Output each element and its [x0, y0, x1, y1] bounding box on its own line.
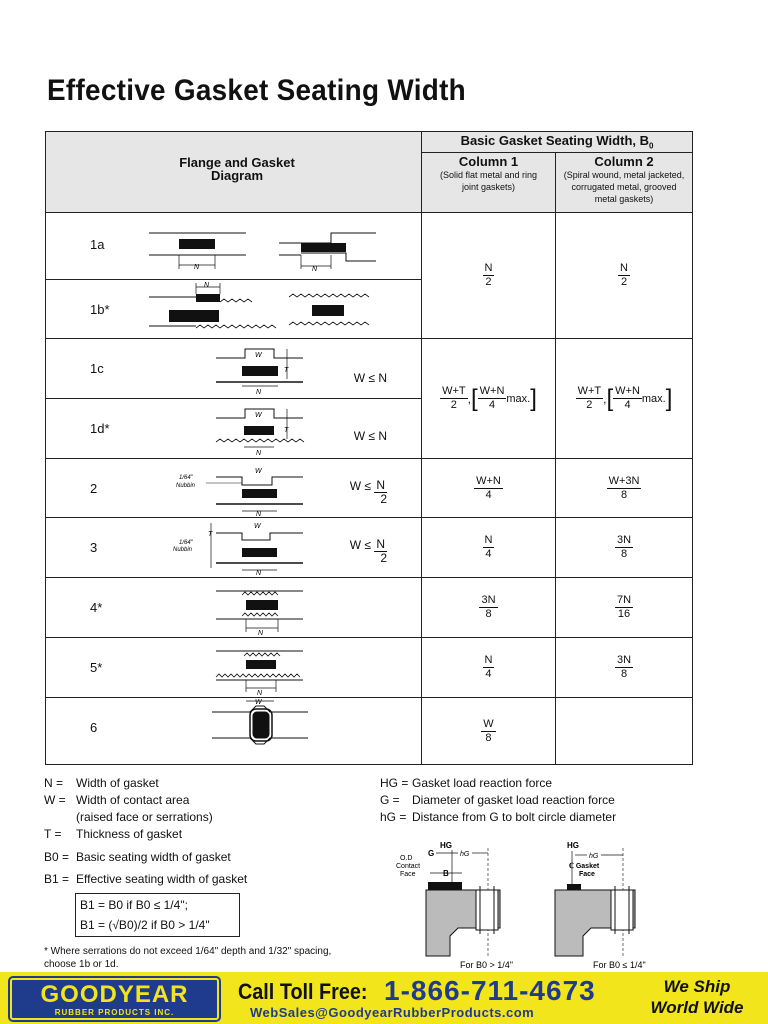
logo-text: GOODYEAR [40, 981, 189, 1008]
width-condition: W ≤ $\frac{N}{2}$ [349, 537, 387, 565]
notes-left [44, 775, 247, 888]
row-label: 1d* [90, 421, 110, 436]
effective-width-formula-box [75, 893, 240, 937]
svg-text:W: W [255, 699, 262, 706]
fraction: $\frac{N}{2}$ [620, 262, 628, 288]
formula-line: B1 = B0 if B0 ≤ 1/4"; [80, 898, 188, 912]
column1-name: Column 1 [458, 154, 519, 169]
value-4-col1 [422, 578, 556, 638]
svg-text:N: N [256, 570, 262, 577]
fraction: $\frac{W+N}{4}$ [615, 385, 640, 411]
column1-desc: (Solid flat metal and ring joint gaskets) [439, 170, 538, 192]
svg-text:B: B [443, 869, 449, 878]
svg-text:W: W [254, 523, 261, 530]
svg-text:T: T [284, 427, 289, 434]
note-item: W = Width of contact area [44, 793, 190, 807]
svg-text:Nubbin: Nubbin [176, 483, 196, 489]
note-item: HG = Gasket load reaction force [380, 776, 553, 790]
table-row [46, 339, 693, 399]
value-1ab-col1 [422, 213, 556, 339]
svg-text:Contact: Contact [396, 863, 421, 870]
diagram-1b [46, 280, 422, 338]
formula-line: B1 = (√B0)/2 if B0 > 1/4" [80, 918, 210, 932]
value-1ab-col2 [556, 213, 693, 339]
row-label: 1b* [90, 302, 110, 317]
diagram-1a [46, 213, 422, 279]
fraction: $\frac{W}{8}$ [483, 717, 494, 744]
value-6-col2 [556, 698, 693, 765]
fraction: $\frac{3N}{8}$ [481, 594, 496, 620]
column2-header [556, 153, 693, 213]
phone-number[interactable]: 1-866-711-4673 [384, 975, 596, 1006]
svg-text:1/64": 1/64" [179, 475, 193, 481]
width-condition: W ≤ N [353, 429, 387, 443]
svg-text:hG: hG [589, 853, 599, 860]
fraction: $\frac{3N}{8}$ [616, 534, 632, 560]
row-label: 3 [90, 540, 98, 555]
fraction: $\frac{N}{4}$ [484, 534, 493, 560]
diagram-cell-4 [46, 578, 422, 638]
note-item: hG = Distance from G to bolt circle diameter [380, 810, 617, 824]
svg-text:Nubbin: Nubbin [173, 547, 193, 553]
row-label: 1a [90, 237, 105, 252]
diagram-cell-6 [46, 698, 422, 765]
note-item: B0 = Basic seating width of gasket [44, 850, 231, 864]
svg-text:W: W [255, 412, 262, 419]
value-1cd-col1: $\frac{W+T}{2}$ ,[ $\frac{W+N}{4}$ max.] [422, 339, 556, 459]
svg-text:hG: hG [460, 851, 470, 858]
svg-text:W: W [255, 352, 262, 359]
table-row [46, 638, 693, 698]
note-item: N = Width of gasket [44, 776, 159, 790]
column2-name: Column 2 [594, 154, 654, 169]
svg-text:N: N [256, 389, 262, 396]
svg-text:For B0 ≤ 1/4": For B0 ≤ 1/4" [593, 960, 646, 970]
note-item: G = Diameter of gasket load reaction force [380, 793, 615, 807]
svg-text:1/64": 1/64" [179, 540, 193, 546]
basic-width-label: Basic Gasket Seating Width, B [460, 132, 649, 148]
table-row [46, 459, 693, 518]
value-1cd-col2: $\frac{W+T}{2}$ ,[ $\frac{W+N}{4}$ max.] [556, 339, 693, 459]
width-condition: W ≤ N [353, 371, 387, 385]
footnote: * Where serrations do not exceed 1/64" depth and 1/32" spacing, choose 1b or 1d. [44, 946, 332, 970]
row-label: 1c [90, 361, 104, 376]
fraction: $\frac{N}{4}$ [484, 654, 493, 680]
value-5-col2 [556, 638, 693, 698]
svg-text:N: N [258, 630, 264, 637]
diagram-4 [46, 578, 422, 637]
diagram-6 [46, 698, 422, 764]
svg-text:Face: Face [400, 871, 416, 878]
value-3-col2 [556, 518, 693, 578]
diagram-cell-2 [46, 459, 422, 518]
fraction: $\frac{W+N}{4}$ [479, 385, 505, 411]
svg-text:O.D: O.D [400, 855, 413, 862]
row-label: 5* [90, 660, 103, 675]
note-item: T = Thickness of gasket [44, 827, 183, 841]
table-row [46, 518, 693, 578]
value-3-col1 [422, 518, 556, 578]
logo-subtext: RUBBER PRODUCTS INC. [54, 1008, 175, 1017]
sales-email-link[interactable]: WebSales@GoodyearRubberProducts.com [250, 1005, 535, 1020]
svg-text:N: N [194, 264, 200, 271]
fraction: $\frac{W+N}{4}$ [476, 474, 501, 501]
table-row [46, 578, 693, 638]
svg-text:T: T [284, 367, 289, 374]
note-item: (raised face or serrations) [76, 810, 213, 824]
column2-desc: (Spiral wound, metal jacketed, corrugated metal, grooved metal gaskets) [563, 170, 685, 204]
svg-text:W: W [255, 468, 262, 475]
ship-worldwide: We Ship World Wide [650, 977, 744, 1017]
width-condition: W ≤ $\frac{N}{2}$ [349, 478, 387, 506]
diagram-header-label: Flange and Gasket Diagram [179, 155, 295, 183]
svg-text:ℂ Gasket: ℂ Gasket [569, 863, 600, 870]
fraction: $\frac{3N}{8}$ [616, 654, 632, 680]
call-label: Call Toll Free: [238, 979, 368, 1004]
table-row [46, 698, 693, 765]
svg-text:HG: HG [440, 841, 452, 850]
diagram-cell-1d [46, 399, 422, 459]
svg-text:For B0 > 1/4": For B0 > 1/4" [460, 960, 513, 970]
svg-text:N: N [312, 266, 318, 273]
flange-figure-right [545, 838, 665, 970]
svg-text:T: T [208, 531, 213, 538]
note-item: B1 = Effective seating width of gasket [44, 872, 248, 886]
goodyear-logo[interactable] [10, 978, 219, 1020]
table-header-row [46, 132, 693, 153]
flange-figure-left [388, 838, 528, 970]
footer-banner [0, 972, 768, 1024]
basic-width-sub: 0 [649, 141, 654, 151]
fraction: $\frac{W+T}{2}$ [442, 385, 466, 411]
svg-text:N: N [204, 282, 210, 289]
svg-text:N: N [256, 450, 262, 457]
column1-header [422, 153, 556, 213]
diagram-1c [46, 339, 422, 398]
svg-text:Face: Face [579, 871, 595, 878]
fraction: $\frac{W+T}{2}$ [577, 385, 602, 411]
diagram-header [46, 132, 422, 213]
notes-right [380, 775, 616, 826]
svg-text:G: G [428, 849, 435, 858]
svg-text:HG: HG [567, 841, 579, 850]
basic-width-header [422, 132, 693, 153]
value-4-col2 [556, 578, 693, 638]
diagram-cell-5 [46, 638, 422, 698]
svg-text:N: N [256, 511, 262, 517]
svg-text:N: N [257, 690, 263, 697]
diagram-cell-1c [46, 339, 422, 399]
page-title: Effective Gasket Seating Width [47, 74, 466, 107]
row-label: 4* [90, 600, 103, 615]
diagram-cell-3 [46, 518, 422, 578]
fraction: $\frac{7N}{16}$ [616, 594, 632, 620]
diagram-5 [46, 638, 422, 697]
fraction: $\frac{N}{2}$ [484, 262, 493, 288]
value-5-col1 [422, 638, 556, 698]
diagram-cell-1a [46, 213, 422, 280]
row-label: 6 [90, 720, 98, 735]
gasket-width-table [45, 131, 693, 765]
value-6-col1 [422, 698, 556, 765]
diagram-cell-1b [46, 280, 422, 339]
table-row [46, 213, 693, 280]
row-label: 2 [90, 481, 98, 496]
value-2-col2 [556, 459, 693, 518]
value-2-col1 [422, 459, 556, 518]
fraction: $\frac{W+3N}{8}$ [608, 474, 640, 501]
